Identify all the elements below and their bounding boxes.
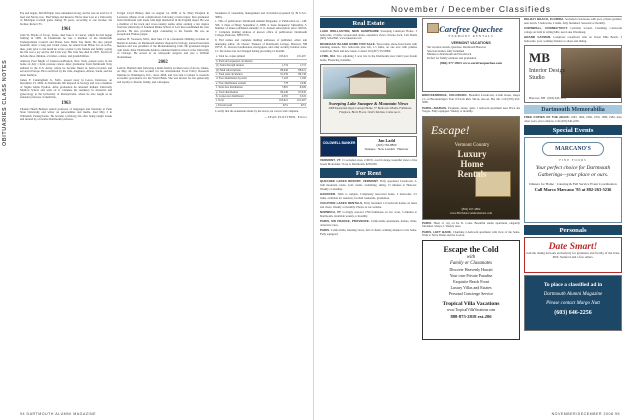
listing-heading: VACATION LAKES RENTALS.	[320, 201, 364, 206]
table-cell: 99,240	[271, 90, 289, 94]
marcanos-services: Dinners for Home · Catering & Full Service Event Coordination	[529, 181, 617, 186]
table-cell: 92%	[289, 103, 307, 107]
escape-line: Rentals	[457, 169, 487, 180]
house-shape	[349, 77, 387, 95]
villa-feature: Exquisite Beach Front	[453, 278, 489, 284]
obituary-text: Andrew H. Swanson, M.D., died June 15 in a mountain climbing accident on Denali in Alaska. At Dartmouth Andrew majored in biology, earned honorable mention and was president of the Mountaineering Club. He graduated magna cum laude. After Dartmouth Andrew attended medical school at the University of Chicago. He served as an orthopedic surgeon and was a brilliant mountaineer.	[117, 37, 209, 59]
classified-listing[interactable]	[320, 43, 417, 54]
classifieds-column-2	[422, 18, 520, 342]
table-cell: 3,322	[289, 95, 307, 99]
agent-contact	[357, 137, 416, 156]
cold-subline: with	[466, 254, 476, 260]
classified-listing[interactable]	[320, 211, 417, 218]
villa-feature: Personal Concierge Service	[448, 290, 494, 296]
classified-listing[interactable]	[524, 36, 622, 43]
date-smart-headline: Date Smart!	[548, 241, 598, 253]
obituaries-column-1	[20, 12, 112, 123]
coldwell-banker-logo: COLDWELL BANKER	[321, 137, 357, 156]
listing-heading: PARIS, SW FRANCE, PROVENCE.	[320, 219, 370, 224]
classified-listing[interactable]	[320, 220, 417, 227]
classified-listing[interactable]	[422, 222, 520, 229]
listing-heading: LAKE WOLLASTON, NEW HAMPSHIRE	[320, 29, 379, 33]
obituary-text: Anthony Paul Might of Gideon-on-Hudson, New York, passed away in his home on July 1 from prostate cancer. After graduation from Dartmouth Tony enlisted in the U.S. Army, where he became fluent in Serbo-Croatian and served in Europe. He is survived by his wife, daughters, Alison, Sarah, and his sister Kathryn.	[20, 58, 112, 77]
escape-url: www.Birch4Accommodations.com	[449, 210, 493, 215]
listing-body: Beautiful 4-bedroom, 4-bath house, sleeps 12, on Breckenridge's Four O'Clock Run. Ski-in, ski-out. Hot tub. Call (970) 453-5000.	[422, 93, 521, 105]
table-cell: (1) Sales through dealers	[215, 64, 271, 68]
table-cell: j. Percent paid	[215, 103, 271, 107]
table-cell: 101,267	[289, 55, 307, 59]
table-cell: g. Total distribution	[215, 90, 271, 94]
ad-phone: (866) 577-4963 www.carefreequechee.com	[439, 61, 503, 65]
marcanos-logo: MARCANO'S	[542, 142, 604, 156]
agent-phone: (603) 763-8800	[376, 143, 397, 148]
table-cell: 101,267	[289, 99, 307, 103]
classified-listing[interactable]	[524, 116, 622, 123]
listing-body: Luxurious oceanfront villa on Seven Mile Beach, 3 bedrooms, pool, walking distance to shops and dining.	[524, 35, 622, 43]
villa-feature: Discover Heavenly Hawaii	[449, 266, 493, 272]
certification-text: I certify that the statements made by me above are correct and complete.	[215, 109, 299, 114]
listing-heading: PARIS—MARAIS.	[422, 105, 448, 110]
listing-heading: HANOVER.	[320, 192, 337, 197]
listing-heading: QUECHEE LAKES RESORT, VERMONT.	[320, 179, 379, 184]
table-cell: 8,209	[289, 86, 307, 90]
mb-logo: MB	[529, 50, 550, 66]
mb-design-ad[interactable]	[524, 45, 622, 103]
feature-item: Spacious homes, fully furnished	[427, 48, 465, 53]
place-ad-magazine: Dartmouth Alumni Magazine	[543, 291, 603, 297]
memorabilia-header: Dartmouth Memorabilia	[524, 105, 622, 114]
table-cell: 97,945	[289, 90, 307, 94]
escape-contact	[423, 207, 519, 215]
date-smart-ad[interactable]	[524, 237, 622, 273]
classified-listing[interactable]	[422, 231, 520, 238]
section-tab	[2, 14, 12, 146]
table-cell: 1,719	[271, 64, 289, 68]
editor-byline: —SEAN PLOTTNER, Editor	[264, 114, 307, 119]
table-cell: 89,640	[271, 68, 289, 72]
marcanos-logo-sub: FINE FOODS	[559, 158, 587, 163]
listing-heading: PARIS, LEFT BANK.	[422, 229, 452, 234]
right-page	[314, 0, 628, 420]
classified-listing[interactable]	[320, 193, 417, 200]
classified-listing[interactable]	[320, 229, 417, 236]
classified-listing[interactable]	[320, 202, 417, 209]
marcanos-phone: Call Marco Marcano '95 at 802-263-5236	[534, 186, 612, 192]
table-cell: 7,881	[271, 86, 289, 90]
table-cell: b. Paid and requested circulation	[215, 59, 271, 63]
listing-heading: PARIS.	[422, 220, 433, 225]
feature-list	[423, 45, 519, 61]
listing-body: 15 secluded acres, 2,300 ft. road frontage, beautiful views of the Green Mountains. Close to Dartmouth. $239,000.	[320, 158, 417, 166]
obituary-text: Leah K. Hamatti died following a multi-fatality accident west of Accra, Ghana, on May 24. She had worked for the International Food Policy Research Institute in Washington, D.C., since 2006, and was sent to Ghana to research economic governance for the World Bank. She was known for her generosity and loyalty to friends, family, and colleagues.	[117, 65, 209, 85]
listing-body: Secluded town-house with pool, private gardens; near beach. 3 bedrooms, 2 baths, fully furnished. Seasonal or monthly.	[524, 17, 622, 25]
listing-body: Comfortable, amazing views, full of charm, walking distance to the Seine. Fully equipped.	[320, 228, 417, 237]
classified-listing[interactable]	[422, 107, 520, 114]
circulation-table	[215, 55, 307, 108]
listing-heading: DELRAY BEACH, FLORIDA.	[524, 17, 565, 21]
listing-heading: CORNWALL, CONNECTICUT.	[524, 26, 568, 31]
table-cell: 1,049	[289, 81, 307, 85]
listing-body: Comfortable apartments, homes, villas. Attractive rates.	[320, 219, 418, 227]
carefree-quechee-brand: Carefree Quechee	[439, 24, 503, 34]
cold-subline: Family or Classmates	[449, 260, 493, 266]
table-cell: 89,736	[289, 73, 307, 77]
table-cell: 91,359	[271, 73, 289, 77]
obituary-text: Tortgel Lloyd Bishop died on August 14, 2008, at St. Mary Hospital in Lewiston, Maine, from complications following a brain injury. Ron graduated from Dartmouth cum laude with high distinction in his English major. He was a member of the track and cross-country teams. After earning a law degree from the University of Southern Maine School of Law Ron established his own practice. He also provided legal counseling to his friends. He was an exceptional Frisbee player.	[117, 11, 209, 37]
class-year-heading: 1963	[61, 100, 71, 106]
listing-body: Centrally located. Charming 1-bedroom cottage on farm in rolling hills, near Lake Waramaug.	[524, 26, 622, 34]
obituary-text: James F. Cunningham Jr., M.D., passed away in Lenox, Delaware, on December 23, 2006. At Dartmouth Jim majored in biology and was a member of Sigma Alpha Epsilon. After graduation he attended Indiana University Medical School and went on to complete his residency in obstetrics and gynecology at the University of Pennsylvania, where he also taught as an assistant professor of medicine.	[20, 77, 112, 100]
table-cell: h. Copies not distributed	[215, 95, 271, 99]
escape-text	[431, 143, 513, 180]
place-ad-contact: Please contact Margo Nutt	[546, 300, 600, 306]
ad-body: 2008 Equestrian Open Concept Home. 5+ Bedroom 4 Baths. Fieldstone Fireplace, Birch Floors. Chef's Kitchen. Come see it.	[328, 106, 412, 114]
table-cell: 778	[271, 81, 289, 85]
obituary-text: John W. Hoyde of Troop, Texas, died June 6 of cancer, which he had begun battling in 1985. In Dartmouth he was a member of the Dartmouth Undergraduate Council and Bones Gate Delta Tau Delta. He also played baseball. After a long and varied career, he retired from Haber for an active, then, joint prior to his death he wrote a letter to his friends and family saying his life was a joy and he did it his way. His wife Sue died in 1997. Survivors include three children, a brother, a sister, and grandchildren.	[20, 32, 112, 59]
listing-heading: PARIS.	[320, 228, 331, 233]
listing-heading: NORWICH, VT.	[320, 210, 342, 215]
listing-body: Year-round, shore-front home with stunning sunsets. Two bedrooms plus loft, 1.5 baths, on one acre with pristine waterfront. Barn and new sauna. Contact Jill (207) 372-8900.	[320, 41, 417, 53]
table-cell: 92%	[271, 103, 289, 107]
obituaries-column-2	[117, 12, 209, 86]
class-year-heading: 1961	[61, 27, 71, 33]
table-cell: 7,160	[289, 77, 307, 81]
table-cell: c. Total paid circulation	[215, 73, 271, 77]
escape-line: Home	[460, 159, 484, 170]
classified-listing[interactable]	[524, 18, 622, 25]
feature-item: Ski vacation rentals, Quechee, Dartmouth Hanover	[427, 45, 486, 49]
listing-body: 1963, 1964, 1969, 1976, 1980, 1982. Also other years, prior editions. Call (603) 646-2256.	[524, 115, 622, 123]
page-footer-left: 94 DARTMOUTH ALUMNI MAGAZINE	[20, 412, 97, 416]
statement-items: 1. Title of publication: Dartmouth Alumni Magazine. 2. Publication no.: 148-560. 3. Date of filing: September 2, 2008. 4. Issue frequency: bimonthly. 5. Number of issues published annually: 6. 6. Annual subscription price: $29.95. 7. Complete mailing address of known office of publication: Dartmouth College, Hanover, NH 03755.	[215, 19, 307, 38]
table-cell: 103,621	[271, 55, 289, 59]
listing-heading: MOHEGAN ISLAND HOME FOR SALE.	[320, 41, 376, 46]
tropical-villa-url: www.TropicalVillaVacations.com	[446, 307, 496, 312]
classifieds-column-3	[524, 18, 622, 333]
obituary-text: Thomas Heath Bennett retired professor of languages and literature at Penn State University and writer on personalities and media, died May 2 in Whitehall, Pennsylvania. He became a lifelong fan after being taught Greek and tutored by a favorite Dartmouth professor.	[20, 106, 112, 122]
listing-heading: LYME, NH.	[320, 54, 336, 59]
listing-body: Sweeping Lakefront Home. 3 bedrooms, 2 baths, wraparound decks, expansive views. Private dock. Call Sheila (603) 526-6560. www.lakeside.com	[320, 29, 417, 41]
classified-listing[interactable]	[320, 159, 417, 166]
listing-body: Charming 2-bedroom apartment with view of the Seine. Walk to Notre Dame and the Louvre.	[422, 229, 521, 238]
ad-headline: Sweeping Lake Sunapee & Mountain Views	[328, 101, 409, 107]
table-cell: f. Total free distribution	[215, 86, 271, 90]
cold-headline: Escape the Cold	[443, 244, 499, 254]
table-cell: e. Free distribution outside	[215, 81, 271, 85]
tropical-villa-phone: 888-875-2818 ext.206	[450, 313, 492, 319]
feature-item: Perfect for family reunions and graduation	[427, 55, 477, 60]
escape-phone: (802) 457-4804	[461, 206, 481, 211]
place-ad-box[interactable]	[524, 275, 622, 331]
listing-heading: VERMONT, VT.	[320, 158, 342, 163]
classified-listing[interactable]	[320, 55, 417, 62]
lodge-icon	[427, 23, 439, 33]
table-cell: (2) Mail subscriptions	[215, 68, 271, 72]
classified-listing[interactable]	[422, 94, 520, 105]
agent-offices: Sunapee · New London · Hanover	[364, 146, 409, 151]
listing-body: Lovingly restored 1790 farmhouse on two acres, 5 minutes to Dartmouth. Available weekly or monthly.	[320, 210, 417, 218]
classifieds-title: November / December Classifieds	[320, 4, 622, 17]
for-rent-header: For Rent	[320, 168, 417, 178]
table-cell: a. Total no. copies printed	[215, 55, 271, 59]
place-ad-phone: (603) 646-2256	[554, 310, 592, 317]
coldwell-banker-ad[interactable]	[320, 136, 417, 157]
table-cell: 4,381	[271, 95, 289, 99]
statement-intro: Statement of ownership, management and circulation (required by 39 U.S.C. 3685).	[215, 11, 307, 19]
table-cell: 88,021	[289, 68, 307, 72]
personals-header: Personals	[524, 225, 622, 235]
table-row	[215, 103, 307, 107]
table-cell: d. Free distribution by mail	[215, 77, 271, 81]
section-tab-label: OBITUARIES CLASS NOTES	[2, 59, 8, 146]
place-ad-line: To place a classified ad in	[543, 282, 603, 289]
agent-name: Jan Ladd	[377, 138, 396, 144]
date-smart-body: Join the dating network exclusively for graduates and faculty of the Ivies, MIT, Stanford and a few others.	[526, 251, 620, 259]
escape-line: Vermont Country	[454, 142, 490, 148]
statement-items: 9. Full names and complete mailing addresses of publisher, editor and managing editor. 10. Owner: Trustees of Dartmouth College, Hanover, NH 03755. 11. Known bondholders, mortgagees, and other security holders: none. 12. Tax status: has not changed during preceding 12 months.	[215, 38, 307, 53]
mb-tagline: Interior Design Studio	[529, 68, 566, 81]
classifieds-column-1	[320, 18, 417, 239]
class-year-heading: 2002	[158, 60, 168, 66]
table-cell: 1,715	[289, 64, 307, 68]
real-estate-header: Real Estate	[320, 18, 417, 28]
listing-body: Two adjoining 5 acre lots in the Dartmouth area; build your dream home. Financing available.	[320, 54, 418, 62]
page-footer-right: NOVEMBER/DECEMBER 2008 95	[551, 412, 620, 416]
villa-feature: Your own Private Paradise	[449, 272, 493, 278]
tropical-villa-ad[interactable]	[422, 240, 520, 340]
escape-vermont-ad[interactable]	[422, 116, 520, 220]
classified-listing[interactable]	[320, 180, 417, 191]
listing-body: Exquisite, sunny, quiet, 1 bedroom apartment near Place des Vosges. Fully equipped. Weekly or monthly.	[422, 105, 520, 114]
escape-headline: Escape!	[431, 122, 470, 137]
sweeping-lake-ad[interactable]	[320, 64, 417, 134]
classified-listing[interactable]	[524, 27, 622, 34]
classified-listing[interactable]	[320, 30, 417, 41]
special-events-header: Special Events	[524, 125, 622, 135]
mb-contact: Hanover, NH · (603) 643-1010	[529, 95, 567, 100]
ad-heading: VERMONT VACATIONS	[451, 41, 491, 45]
tropical-villa-brand: Tropical Villa Vacations	[442, 300, 500, 307]
listing-body: Walk to campus. Completely renovated home, 4 bedrooms, 2.5 baths, available for reunions, football weekends, graduation.	[320, 192, 417, 200]
ownership-statement	[215, 12, 307, 119]
listing-heading: FREE COPIES OF THE AEGIS:	[524, 115, 570, 120]
listing-heading: GRAND CAYMAN.	[524, 35, 552, 40]
listing-body: Fully appointed 3-bedroom, 3-bath mountain condo. Golf, tennis, swimming, skiing. 15 minutes to Hanover. Weekly or monthly.	[320, 179, 417, 191]
marcanos-tagline: Your perfect choice for Dartmouth Gatherings—your place or ours.	[535, 165, 611, 178]
table-cell: 7,103	[271, 77, 289, 81]
listing-body: Fully furnished 1-6 bedroom homes on lakes and rivers. Weekly or monthly. Photos at our website.	[320, 201, 417, 209]
carefree-quechee-ad[interactable]	[422, 18, 520, 92]
table-cell: i. Total	[215, 99, 271, 103]
brand-subtitle: VERMONT RENTALS	[448, 34, 494, 38]
obituary-text: Fae and began, Jim Mclligan were uninamed strong, and he was an avid lot of feed and Nat he was . Bud Wings and Reserve. He he later Law at a University of Michigan football game during 30 years, according to one brother, his brother. Robert '35.	[20, 11, 112, 26]
escape-line: Luxury	[457, 149, 487, 160]
marcanos-ad[interactable]	[524, 137, 622, 223]
feature-item: Minutes to Dartmouth and Woodstock	[427, 52, 472, 56]
table-cell: 103,621	[271, 99, 289, 103]
villa-feature: Luxury Villas and Estates	[450, 284, 492, 290]
listing-heading: BRECKENRIDGE, COLORADO.	[422, 93, 468, 97]
listing-body: Heart of city on Ile St. Louis. Beautiful studio apartment, elegantly furnished. Sleeps 2. Weekly rates.	[422, 220, 520, 229]
